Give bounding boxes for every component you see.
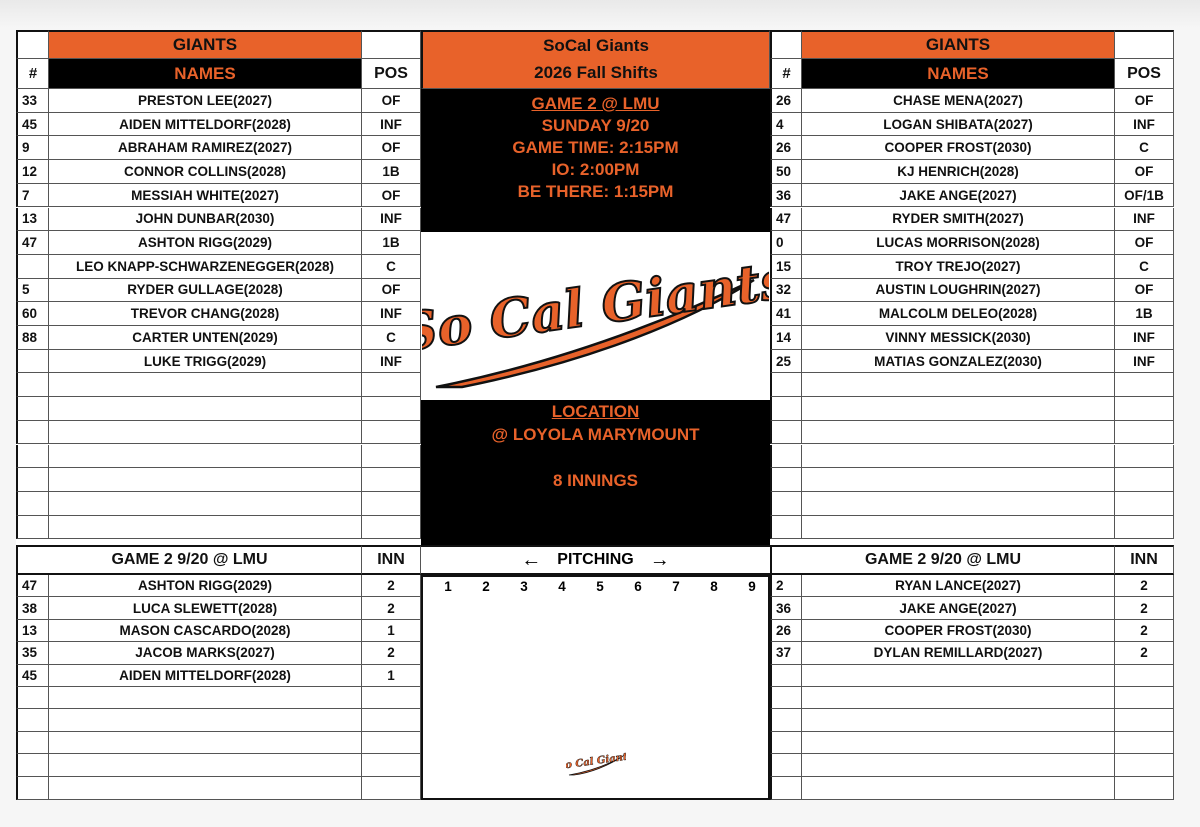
roster-position: OF <box>1115 279 1174 303</box>
title-block <box>421 30 770 89</box>
roster-position: 1B <box>1115 302 1174 326</box>
roster-player-name <box>802 492 1115 516</box>
roster-player-name: RYDER SMITH(2027) <box>802 208 1115 232</box>
roster-number: 0 <box>770 231 802 255</box>
pitcher-number <box>16 709 49 731</box>
roster-position: C <box>1115 255 1174 279</box>
pitcher-innings: 2 <box>362 597 421 619</box>
left-team-header: GIANTS <box>49 30 362 59</box>
roster-position: OF <box>1115 89 1174 113</box>
roster-player-name: VINNY MESSICK(2030) <box>802 326 1115 350</box>
pitcher-name: AIDEN MITTELDORF(2028) <box>49 665 362 687</box>
roster-position: INF <box>362 302 421 326</box>
roster-player-name <box>49 445 362 469</box>
pitcher-innings: 2 <box>1115 642 1174 664</box>
pitcher-innings <box>362 777 421 800</box>
pitcher-innings <box>1115 777 1174 800</box>
roster-position: OF <box>362 279 421 303</box>
pitcher-name <box>49 754 362 776</box>
right-inn-header: INN <box>1115 545 1174 575</box>
roster-number <box>16 468 49 492</box>
roster-number: 26 <box>770 89 802 113</box>
pitcher-innings: 2 <box>1115 597 1174 619</box>
roster-player-name: LOGAN SHIBATA(2027) <box>802 113 1115 137</box>
roster-position: INF <box>1115 350 1174 374</box>
roster-number: 33 <box>16 89 49 113</box>
arrival-time: BE THERE: 1:15PM <box>517 182 674 201</box>
pitcher-number <box>770 665 802 687</box>
pitcher-innings: 1 <box>362 620 421 642</box>
roster-position: C <box>1115 136 1174 160</box>
small-logo-wordmark: So Cal Giants <box>566 750 626 773</box>
game-info-block <box>421 89 770 232</box>
logo-wordmark: So Cal Giants <box>422 249 769 365</box>
roster-player-name: ABRAHAM RAMIREZ(2027) <box>49 136 362 160</box>
roster-player-name: CONNOR COLLINS(2028) <box>49 160 362 184</box>
roster-position <box>1115 468 1174 492</box>
roster-number: 25 <box>770 350 802 374</box>
lineup-sheet <box>16 30 1174 800</box>
roster-position: INF <box>1115 208 1174 232</box>
roster-position <box>1115 397 1174 421</box>
right-num-header: # <box>770 59 802 89</box>
roster-number: 14 <box>770 326 802 350</box>
pitcher-innings: 2 <box>362 575 421 597</box>
roster-player-name: CARTER UNTEN(2029) <box>49 326 362 350</box>
game-day: SUNDAY 9/20 <box>541 116 650 135</box>
pitcher-innings <box>362 709 421 731</box>
pitcher-innings <box>362 687 421 709</box>
pitcher-number: 47 <box>16 575 49 597</box>
pitcher-name: DYLAN REMILLARD(2027) <box>802 642 1115 664</box>
pitcher-innings <box>1115 687 1174 709</box>
pitcher-number <box>770 777 802 800</box>
location-label: LOCATION <box>551 402 640 421</box>
roster-number <box>770 468 802 492</box>
roster-player-name <box>802 468 1115 492</box>
left-corner-cell-right <box>362 30 421 59</box>
roster-number: 36 <box>770 184 802 208</box>
roster-player-name: PRESTON LEE(2027) <box>49 89 362 113</box>
pitcher-number: 35 <box>16 642 49 664</box>
pitcher-name: LUCA SLEWETT(2028) <box>49 597 362 619</box>
roster-player-name <box>49 468 362 492</box>
roster-number: 12 <box>16 160 49 184</box>
roster-number <box>770 397 802 421</box>
pitcher-name <box>802 709 1115 731</box>
small-team-logo <box>566 748 626 778</box>
roster-position <box>362 445 421 469</box>
roster-position <box>362 468 421 492</box>
roster-number <box>16 397 49 421</box>
roster-position: OF <box>362 184 421 208</box>
pitcher-number <box>770 732 802 754</box>
roster-player-name: CHASE MENA(2027) <box>802 89 1115 113</box>
roster-player-name <box>802 421 1115 445</box>
right-names-header: NAMES <box>802 59 1115 89</box>
arrow-left-icon: ← <box>521 548 542 571</box>
pitcher-innings: 1 <box>362 665 421 687</box>
inning-number: 8 <box>710 579 718 594</box>
roster-position <box>1115 445 1174 469</box>
roster-player-name: COOPER FROST(2030) <box>802 136 1115 160</box>
pitcher-innings <box>362 732 421 754</box>
roster-number <box>770 421 802 445</box>
pitcher-number <box>770 709 802 731</box>
pitcher-innings <box>362 754 421 776</box>
roster-number: 9 <box>16 136 49 160</box>
roster-player-name: AUSTIN LOUGHRIN(2027) <box>802 279 1115 303</box>
inning-number: 4 <box>558 579 566 594</box>
roster-number <box>16 445 49 469</box>
roster-player-name: MESSIAH WHITE(2027) <box>49 184 362 208</box>
pitcher-number: 36 <box>770 597 802 619</box>
roster-number: 50 <box>770 160 802 184</box>
pitcher-number: 45 <box>16 665 49 687</box>
spacer <box>421 446 770 468</box>
pitching-header <box>421 545 770 575</box>
roster-player-name: RYDER GULLAGE(2028) <box>49 279 362 303</box>
roster-number <box>16 350 49 374</box>
pitcher-name <box>49 732 362 754</box>
pitcher-name <box>802 732 1115 754</box>
left-pitching-title: GAME 2 9/20 @ LMU <box>16 545 362 575</box>
pitcher-innings <box>1115 732 1174 754</box>
inning-number: 1 <box>444 579 452 594</box>
roster-position: OF <box>362 89 421 113</box>
roster-player-name: JAKE ANGE(2027) <box>802 184 1115 208</box>
roster-position <box>1115 373 1174 397</box>
roster-number <box>770 373 802 397</box>
roster-number: 15 <box>770 255 802 279</box>
roster-position: INF <box>1115 113 1174 137</box>
roster-number <box>770 492 802 516</box>
roster-player-name: KJ HENRICH(2028) <box>802 160 1115 184</box>
pitcher-name <box>49 687 362 709</box>
pitcher-number <box>16 754 49 776</box>
roster-number: 47 <box>16 231 49 255</box>
roster-number <box>16 255 49 279</box>
socal-giants-logo <box>422 232 769 400</box>
pitcher-number <box>770 687 802 709</box>
pitcher-name <box>802 754 1115 776</box>
game-title: GAME 2 @ LMU <box>531 94 660 113</box>
roster-player-name: JOHN DUNBAR(2030) <box>49 208 362 232</box>
roster-position: INF <box>1115 326 1174 350</box>
innings-count: 8 INNINGS <box>552 471 639 490</box>
pitcher-number: 37 <box>770 642 802 664</box>
right-pitching-title: GAME 2 9/20 @ LMU <box>770 545 1115 575</box>
roster-position <box>362 397 421 421</box>
roster-position: INF <box>362 208 421 232</box>
roster-number: 60 <box>16 302 49 326</box>
roster-player-name: ASHTON RIGG(2029) <box>49 231 362 255</box>
pitching-title: PITCHING <box>557 551 634 568</box>
roster-player-name <box>49 397 362 421</box>
roster-position: C <box>362 326 421 350</box>
team-logo <box>422 232 769 400</box>
roster-position <box>1115 492 1174 516</box>
roster-number <box>16 373 49 397</box>
right-corner-cell-right <box>1115 30 1174 59</box>
roster-number <box>16 516 49 540</box>
pitcher-name: COOPER FROST(2030) <box>802 620 1115 642</box>
roster-position <box>1115 421 1174 445</box>
roster-position: 1B <box>362 231 421 255</box>
pitcher-innings <box>1115 754 1174 776</box>
roster-player-name: MALCOLM DELEO(2028) <box>802 302 1115 326</box>
io-time: IO: 2:00PM <box>551 160 640 179</box>
roster-position: OF <box>362 136 421 160</box>
roster-player-name <box>802 373 1115 397</box>
roster-player-name: LUKE TRIGG(2029) <box>49 350 362 374</box>
inning-number: 3 <box>520 579 528 594</box>
roster-player-name: AIDEN MITTELDORF(2028) <box>49 113 362 137</box>
roster-player-name <box>802 445 1115 469</box>
roster-number: 47 <box>770 208 802 232</box>
left-names-header: NAMES <box>49 59 362 89</box>
pitcher-number: 13 <box>16 620 49 642</box>
left-corner-cell <box>16 30 49 59</box>
inning-number: 7 <box>672 579 680 594</box>
roster-position: C <box>362 255 421 279</box>
pitcher-number <box>770 754 802 776</box>
roster-position: OF <box>1115 231 1174 255</box>
pitcher-number <box>16 777 49 800</box>
roster-number: 7 <box>16 184 49 208</box>
pitcher-innings <box>1115 709 1174 731</box>
roster-number: 26 <box>770 136 802 160</box>
inning-number: 6 <box>634 579 642 594</box>
inning-number: 9 <box>748 579 756 594</box>
roster-player-name: TROY TREJO(2027) <box>802 255 1115 279</box>
roster-number <box>16 421 49 445</box>
pitcher-number: 38 <box>16 597 49 619</box>
pitcher-name <box>49 709 362 731</box>
pitcher-innings: 2 <box>1115 575 1174 597</box>
roster-position: 1B <box>362 160 421 184</box>
roster-number: 32 <box>770 279 802 303</box>
pitcher-name <box>802 687 1115 709</box>
pitcher-name <box>49 777 362 800</box>
pitcher-innings: 2 <box>1115 620 1174 642</box>
roster-player-name: LUCAS MORRISON(2028) <box>802 231 1115 255</box>
roster-player-name <box>49 421 362 445</box>
roster-player-name <box>802 397 1115 421</box>
pitcher-name: JAKE ANGE(2027) <box>802 597 1115 619</box>
location-block <box>421 400 770 545</box>
pitcher-name: RYAN LANCE(2027) <box>802 575 1115 597</box>
pitcher-name: ASHTON RIGG(2029) <box>49 575 362 597</box>
roster-position <box>362 492 421 516</box>
sheet-subtitle: 2026 Fall Shifts <box>534 63 658 82</box>
roster-player-name <box>802 516 1115 540</box>
pitcher-number: 26 <box>770 620 802 642</box>
right-corner-cell <box>770 30 802 59</box>
roster-position: INF <box>362 113 421 137</box>
roster-number <box>770 445 802 469</box>
roster-number <box>770 516 802 540</box>
roster-number: 88 <box>16 326 49 350</box>
left-inn-header: INN <box>362 545 421 575</box>
right-pos-header: POS <box>1115 59 1174 89</box>
inning-number: 5 <box>596 579 604 594</box>
pitcher-name <box>802 665 1115 687</box>
right-team-header: GIANTS <box>802 30 1115 59</box>
roster-player-name: MATIAS GONZALEZ(2030) <box>802 350 1115 374</box>
pitcher-number <box>16 687 49 709</box>
roster-number: 13 <box>16 208 49 232</box>
left-pos-header: POS <box>362 59 421 89</box>
roster-position <box>362 516 421 540</box>
roster-number: 45 <box>16 113 49 137</box>
roster-player-name <box>49 373 362 397</box>
roster-number: 41 <box>770 302 802 326</box>
inning-number: 2 <box>482 579 490 594</box>
game-time: GAME TIME: 2:15PM <box>512 138 679 157</box>
pitcher-name: MASON CASCARDO(2028) <box>49 620 362 642</box>
pitcher-innings: 2 <box>362 642 421 664</box>
pitcher-name: JACOB MARKS(2027) <box>49 642 362 664</box>
roster-player-name <box>49 492 362 516</box>
roster-position: OF <box>1115 160 1174 184</box>
roster-number: 5 <box>16 279 49 303</box>
sheet-title: SoCal Giants <box>543 36 649 55</box>
roster-position: INF <box>362 350 421 374</box>
pitcher-number: 2 <box>770 575 802 597</box>
roster-position: OF/1B <box>1115 184 1174 208</box>
roster-number: 4 <box>770 113 802 137</box>
location-place: @ LOYOLA MARYMOUNT <box>491 425 700 444</box>
left-num-header: # <box>16 59 49 89</box>
small-logo-icon <box>566 748 626 778</box>
arrow-right-icon: → <box>649 548 670 571</box>
roster-position <box>362 373 421 397</box>
pitcher-name <box>802 777 1115 800</box>
roster-player-name: LEO KNAPP-SCHWARZENEGGER(2028) <box>49 255 362 279</box>
roster-position <box>362 421 421 445</box>
roster-position <box>1115 516 1174 540</box>
roster-player-name <box>49 516 362 540</box>
roster-number <box>16 492 49 516</box>
pitcher-number <box>16 732 49 754</box>
pitcher-innings <box>1115 665 1174 687</box>
roster-player-name: TREVOR CHANG(2028) <box>49 302 362 326</box>
